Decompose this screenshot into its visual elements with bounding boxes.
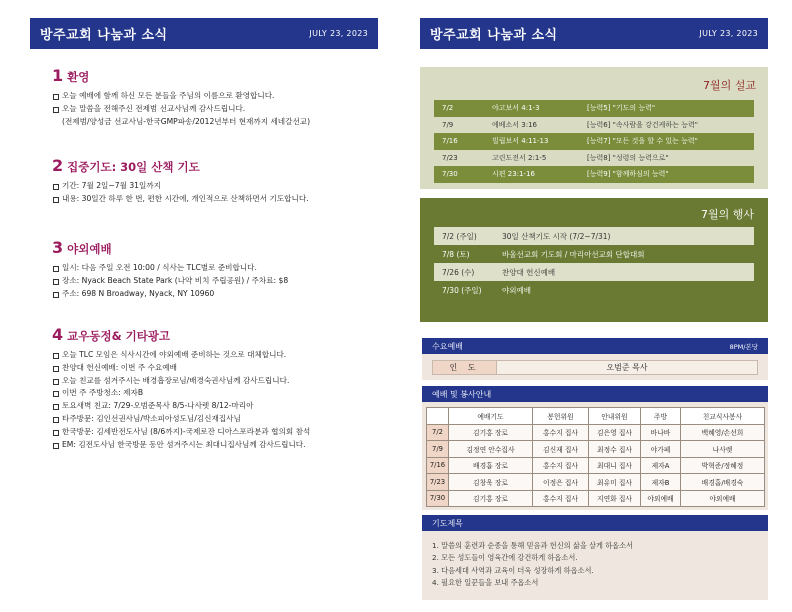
header-title: 방주교회 나눔과 소식 — [430, 28, 558, 43]
event-row — [434, 245, 754, 263]
table-cell: 야외예배 — [641, 490, 681, 507]
bullet-list — [52, 349, 372, 451]
table-cell: 7/23 — [427, 474, 449, 491]
sermon-title: [능력5] "기도의 능력" — [587, 104, 656, 113]
column-header: 친교식사봉사 — [681, 408, 765, 425]
table-cell: 나사렛 — [681, 441, 765, 458]
sermon-date: 7/2 — [442, 104, 454, 113]
table-cell: 지연화 집사 — [589, 490, 641, 507]
list-item: 찬양대 헌신예배: 이번 주 수요예배 — [52, 362, 372, 375]
event-schedule — [420, 198, 768, 322]
column-header: 봉헌위원 — [533, 408, 589, 425]
table-cell: 7/9 — [427, 441, 449, 458]
list-item: 한국방문: 김세반전도사님 (8/6까지)-국제로잔 디아스포라분과 협의회 참석 — [52, 426, 372, 439]
list-item: 오늘 친교를 섬겨주시는 배경흡장로님/배경숙권사님께 감사드립니다. — [52, 375, 372, 388]
sermon-date: 7/30 — [442, 170, 458, 179]
sermon-row — [434, 117, 754, 134]
section-heading — [52, 325, 372, 344]
event-date: 7/30 (주일) — [442, 285, 482, 295]
table-cell: 바나바 — [641, 424, 681, 441]
table-cell: 김정연 안수집사 — [449, 441, 533, 458]
table-cell: 배경흡/배경숙 — [681, 474, 765, 491]
sermon-title: [능력7] "모든 것을 할 수 있는 능력" — [587, 137, 698, 146]
list-item: 오늘 예배에 함께 하신 모든 분들을 주님의 이름으로 환영합니다. — [52, 90, 372, 103]
sermon-list — [434, 100, 754, 183]
bullet-list — [52, 90, 372, 116]
prayer-item: 4. 필요한 일꾼들을 보내 주옵소서 — [432, 577, 539, 587]
table-cell: 홍수지 집사 — [533, 490, 589, 507]
column-header: 주방 — [641, 408, 681, 425]
table-row — [427, 490, 765, 507]
table-cell: 김창욱 장로 — [449, 474, 533, 491]
table-header-row — [427, 408, 765, 425]
section-title: 야외예배 — [67, 242, 112, 256]
leader-name: 오범준 목사 — [606, 363, 648, 372]
worship-duty-table — [426, 407, 765, 507]
bullet-list — [52, 180, 372, 206]
table-cell: 야가페 — [641, 441, 681, 458]
event-text: 30일 산책기도 시작 (7/2~7/31) — [502, 231, 611, 241]
left-page — [30, 18, 378, 598]
worship-duty-label: 예배 및 봉사안내 — [432, 389, 492, 399]
table-cell: 최유미 집사 — [589, 474, 641, 491]
event-text: 야외예배 — [502, 285, 531, 295]
list-item: 주소: 698 N Broadway, Nyack, NY 10960 — [52, 288, 372, 301]
table-cell: 7/16 — [427, 457, 449, 474]
section-announcements — [52, 325, 372, 451]
table-cell: 김신재 집사 — [533, 441, 589, 458]
sermon-verse: 야고보서 4:1-3 — [492, 104, 540, 113]
prayer-requests-content — [422, 531, 768, 600]
section-number: 4 — [52, 325, 64, 344]
prayer-item: 1. 말씀의 훈련과 순종을 통해 믿음과 헌신의 삶을 살게 하옵소서 — [432, 541, 634, 550]
table-cell: 최대니 집사 — [589, 457, 641, 474]
event-text: 찬양대 헌신예배 — [502, 267, 556, 277]
section-welcome — [52, 66, 372, 128]
event-date: 7/8 (토) — [442, 249, 470, 259]
list-item: 토요새벽 친교: 7/29-오범준목사 8/5-나사렛 8/12-마리아 — [52, 400, 372, 413]
bullet-list — [52, 262, 372, 300]
prayer-item: 2. 모든 성도들이 영육간에 강건하게 하옵소서. — [432, 553, 578, 563]
table-cell: 이정은 집사 — [533, 474, 589, 491]
table-cell: 7/30 — [427, 490, 449, 507]
section-outdoor-worship — [52, 238, 372, 300]
header-date: JULY 23, 2023 — [309, 29, 368, 38]
prayer-requests-header — [422, 515, 768, 531]
event-text: 바울선교회 기도회 / 마리아선교회 단합대회 — [502, 249, 645, 259]
table-cell: 김기홍 장로 — [449, 424, 533, 441]
sermon-date: 7/23 — [442, 153, 458, 162]
sermon-date: 7/9 — [442, 120, 454, 129]
column-header: 안내위원 — [589, 408, 641, 425]
section-number: 3 — [52, 238, 64, 257]
section-prayer-walk — [52, 156, 372, 206]
column-header — [427, 408, 449, 425]
sermon-verse: 시편 23:1-16 — [492, 170, 535, 179]
table-cell: 홍수지 집사 — [533, 457, 589, 474]
wednesday-leader-row — [432, 360, 758, 375]
list-item: 일시: 다음 주일 오전 10:00 / 식사는 TLC별로 준비합니다. — [52, 262, 372, 275]
sermon-row — [434, 166, 754, 183]
sermon-title: [능력6] "속사람을 강건케하는 능력" — [587, 120, 698, 129]
wednesday-service-header — [422, 338, 768, 354]
sermon-verse: 에베소서 3:16 — [492, 120, 537, 129]
event-row — [434, 227, 754, 245]
section-number: 1 — [52, 66, 64, 85]
section-title: 교우동정& 기타광고 — [67, 329, 171, 343]
table-cell: 박혁준/정혜정 — [681, 457, 765, 474]
section-heading — [52, 238, 372, 257]
table-cell: 제자B — [641, 474, 681, 491]
table-row — [427, 441, 765, 458]
table-row — [427, 474, 765, 491]
section-title: 집중기도: 30일 산책 기도 — [67, 160, 200, 174]
list-item: 이번 주 주방청소: 제자B — [52, 387, 372, 400]
event-row — [434, 281, 754, 299]
table-cell: 배경흡 장로 — [449, 457, 533, 474]
section-heading — [52, 66, 372, 85]
sermon-row — [434, 133, 754, 150]
page-header — [30, 18, 378, 49]
sermon-row — [434, 150, 754, 167]
table-row — [427, 424, 765, 441]
sermon-title: [능력9] "함께하심의 능력" — [587, 170, 669, 179]
section-title: 환영 — [67, 70, 90, 84]
event-schedule-title: 7월의 행사 — [701, 208, 754, 221]
list-item: 오늘 말씀을 전해주신 전제범 선교사님께 감사드립니다. — [52, 103, 372, 116]
table-cell: 홍수지 집사 — [533, 424, 589, 441]
table-cell: 백혜영/손선희 — [681, 424, 765, 441]
wednesday-service-label: 수요예배 — [432, 341, 463, 351]
table-cell: 야외예배 — [681, 490, 765, 507]
header-date: JULY 23, 2023 — [699, 29, 758, 38]
section-number: 2 — [52, 156, 64, 175]
list-item: 내용: 30일간 하루 한 번, 편한 시간에, 개인적으로 산책하면서 기도합니다. — [52, 193, 372, 206]
table-cell: 김은영 집사 — [589, 424, 641, 441]
right-page — [420, 18, 768, 602]
sermon-verse: 빌립보서 4:11-13 — [492, 137, 549, 146]
prayer-requests-label: 기도제목 — [432, 518, 463, 528]
list-item: 장소: Nyack Beach State Park (나약 비치 주립공원) / 주차료: $8 — [52, 275, 372, 288]
worship-duty-content — [422, 402, 768, 510]
table-cell: 김기홍 장로 — [449, 490, 533, 507]
sermon-date: 7/16 — [442, 137, 458, 146]
wednesday-service-content — [422, 354, 768, 380]
table-cell: 최정수 집사 — [589, 441, 641, 458]
prayer-item: 3. 다음세대 사역과 교육이 더욱 성장하게 하옵소서. — [432, 565, 594, 575]
worship-duty-header — [422, 386, 768, 402]
event-date: 7/26 (수) — [442, 267, 475, 277]
column-header: 예배기도 — [449, 408, 533, 425]
sermon-verse: 고린도전서 2:1-5 — [492, 153, 547, 162]
missionary-note: (전제범/양성금 선교사님-한국GMP파송/2012년부터 현재까지 세네갈선교) — [62, 116, 311, 126]
sermon-title: [능력8] "성령의 능력으로" — [587, 153, 669, 162]
list-item: 오늘 TLC 모임은 식사시간에 야외예배 준비하는 것으로 대체합니다. — [52, 349, 372, 362]
header-title: 방주교회 나눔과 소식 — [40, 28, 168, 43]
sermon-schedule — [420, 67, 768, 189]
leader-role: 인 도 — [433, 361, 497, 374]
sermon-schedule-title: 7월의 설교 — [703, 79, 756, 92]
sermon-row — [434, 100, 754, 117]
event-list — [434, 227, 754, 299]
page-header — [420, 18, 768, 49]
wednesday-service-time: 8PM/본당 — [729, 342, 758, 351]
section-heading — [52, 156, 372, 175]
table-row — [427, 457, 765, 474]
event-date: 7/2 (주일) — [442, 231, 477, 241]
list-item: 타주방문: 김인선권사님/박소피아성도님/김신재집사님 — [52, 413, 372, 426]
list-item: 기간: 7월 2일~7월 31일까지 — [52, 180, 372, 193]
table-cell: 제자A — [641, 457, 681, 474]
event-row — [434, 263, 754, 281]
table-cell: 7/2 — [427, 424, 449, 441]
list-item: EM: 김전도사님 한국방문 동안 섬겨주시는 최대니집사님께 감사드립니다. — [52, 439, 372, 452]
